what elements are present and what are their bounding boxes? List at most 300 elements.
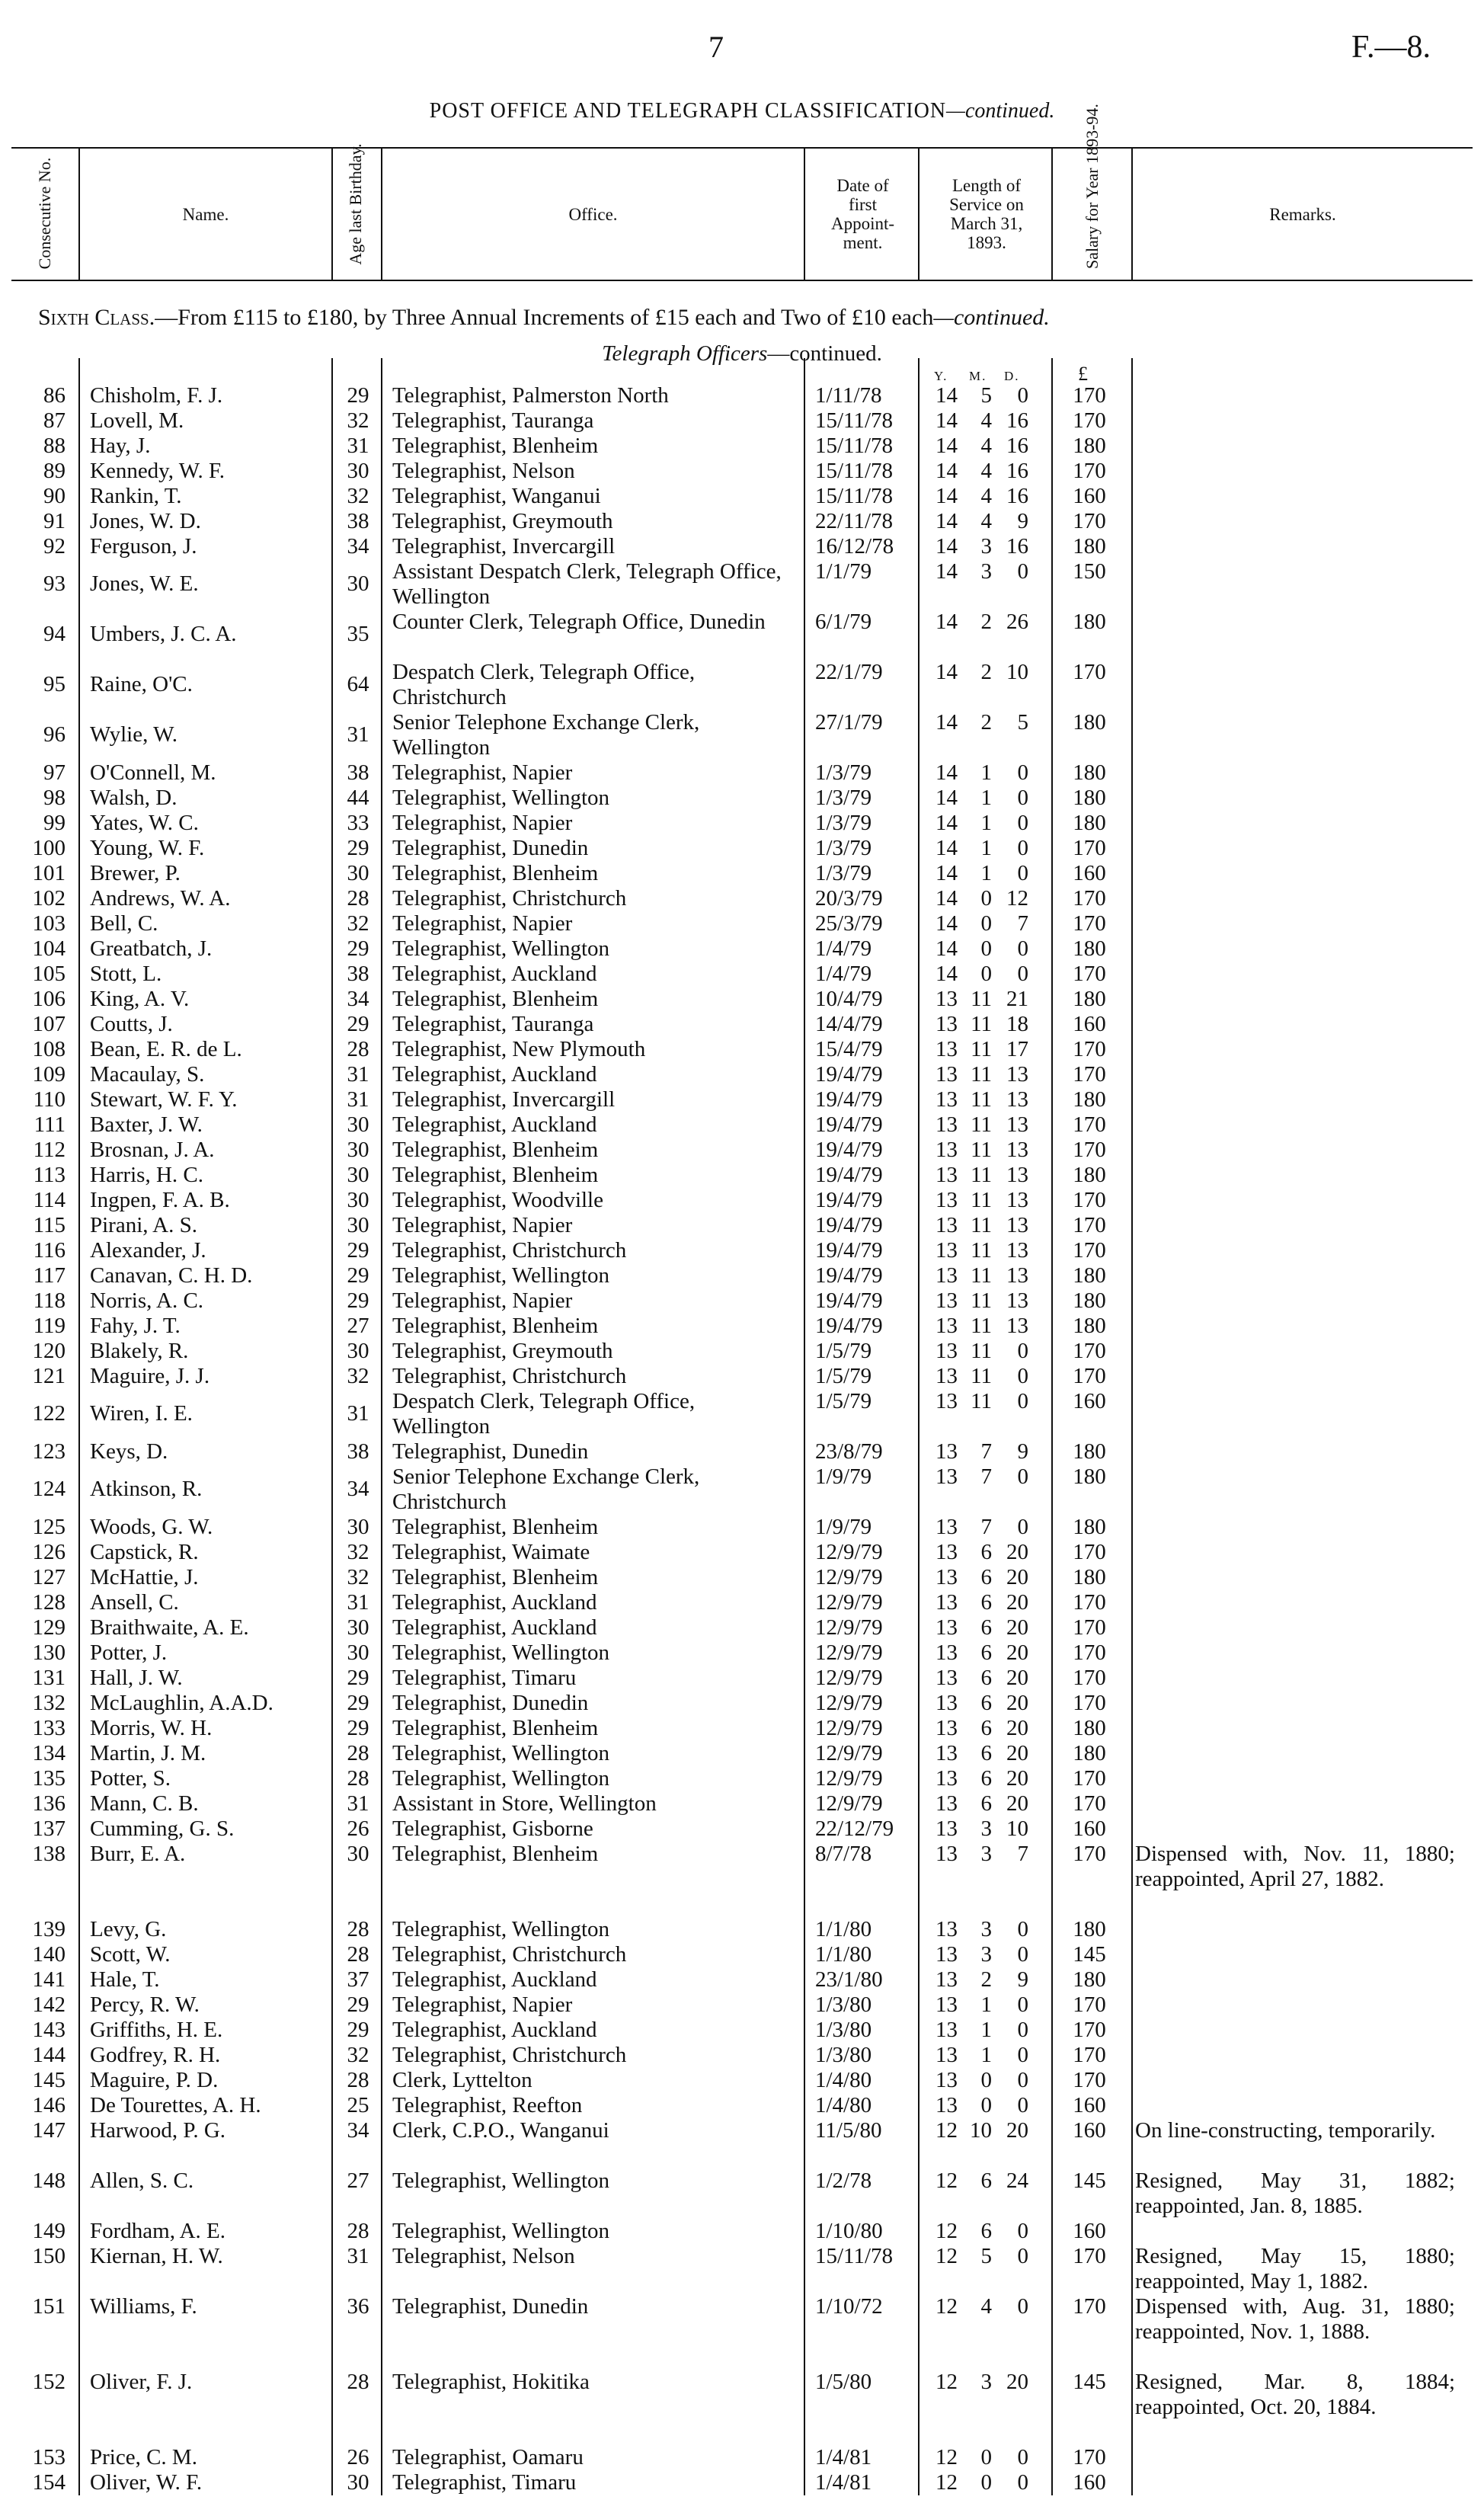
- row-office: Telegraphist, Invercargill: [392, 534, 616, 559]
- row-age: 36: [347, 2294, 369, 2319]
- row-office: Telegraphist, Christchurch: [392, 1942, 627, 1967]
- row-days: 0: [1017, 2219, 1028, 2243]
- row-number: 104: [32, 936, 66, 961]
- row-date: 1/10/72: [815, 2294, 883, 2319]
- row-office: Assistant Despatch Clerk, Telegraph Office, Wellington: [392, 559, 782, 609]
- row-number: 128: [32, 1590, 66, 1615]
- row-name: Blakely, R.: [90, 1339, 189, 1363]
- row-days: 0: [1017, 2445, 1028, 2469]
- row-number: 135: [32, 1766, 66, 1791]
- table-row: [0, 1138, 1484, 1163]
- row-months: 7: [980, 1515, 992, 1539]
- row-salary: 170: [1073, 509, 1106, 533]
- row-years: 13: [935, 1188, 958, 1212]
- table-row: [0, 710, 1484, 760]
- row-days: 0: [1017, 2068, 1028, 2092]
- row-office: Clerk, C.P.O., Wanganui: [392, 2118, 609, 2143]
- table-row: [0, 2294, 1484, 2370]
- row-number: 102: [32, 886, 66, 911]
- row-months: 11: [971, 1364, 992, 1388]
- row-months: 1: [980, 2043, 992, 2067]
- row-days: 16: [1006, 408, 1028, 433]
- row-office: Telegraphist, Dunedin: [392, 836, 589, 860]
- row-date: 19/4/79: [815, 1314, 883, 1338]
- row-name: Baxter, J. W.: [90, 1112, 203, 1137]
- row-months: 11: [971, 1163, 992, 1187]
- row-number: 114: [33, 1188, 66, 1212]
- row-years: 12: [935, 2219, 958, 2243]
- row-name: Price, C. M.: [90, 2445, 197, 2469]
- row-months: 11: [971, 1389, 992, 1413]
- row-age: 32: [347, 484, 369, 508]
- table-row: [0, 484, 1484, 509]
- row-months: 6: [980, 2219, 992, 2243]
- row-days: 20: [1006, 1640, 1028, 1665]
- row-days: 20: [1006, 1615, 1028, 1640]
- row-salary: 170: [1073, 1615, 1106, 1640]
- row-age: 28: [347, 1917, 369, 1941]
- row-months: 11: [971, 1339, 992, 1363]
- row-date: 1/3/79: [815, 811, 872, 835]
- row-days: 0: [1017, 861, 1028, 885]
- row-days: 13: [1006, 1314, 1028, 1338]
- row-months: 6: [980, 1791, 992, 1816]
- row-office: Telegraphist, Blenheim: [392, 434, 599, 458]
- row-number: 106: [32, 987, 66, 1011]
- row-number: 125: [32, 1515, 66, 1539]
- row-date: 1/4/80: [815, 2068, 872, 2092]
- row-salary: 180: [1073, 710, 1106, 735]
- row-number: 133: [32, 1716, 66, 1740]
- row-months: 7: [980, 1464, 992, 1489]
- row-days: 16: [1006, 459, 1028, 483]
- row-salary: 160: [1073, 1012, 1106, 1036]
- row-name: Griffiths, H. E.: [90, 2018, 223, 2042]
- row-number: 136: [32, 1791, 66, 1816]
- table-row: [0, 1716, 1484, 1741]
- row-months: 6: [980, 1741, 992, 1765]
- row-days: 0: [1017, 1942, 1028, 1967]
- row-date: 1/4/81: [815, 2445, 872, 2469]
- row-name: Ferguson, J.: [90, 534, 197, 559]
- row-years: 12: [935, 2118, 958, 2143]
- row-number: 93: [43, 571, 66, 596]
- row-days: 0: [1017, 836, 1028, 860]
- row-age: 31: [347, 1590, 369, 1615]
- row-salary: 180: [1073, 1967, 1106, 1992]
- row-age: 29: [347, 1666, 369, 1690]
- row-months: 6: [980, 1766, 992, 1791]
- row-date: 15/11/78: [815, 459, 894, 483]
- table-row: [0, 1640, 1484, 1666]
- row-months: 1: [980, 861, 992, 885]
- row-office: Telegraphist, Christchurch: [392, 1238, 627, 1263]
- row-days: 16: [1006, 434, 1028, 458]
- row-name: Coutts, J.: [90, 1012, 173, 1036]
- row-years: 13: [935, 1842, 958, 1866]
- row-name: McLaughlin, A.A.D.: [90, 1691, 273, 1715]
- row-years: 13: [935, 1917, 958, 1941]
- header-salary: Salary for Year 1893-94.: [1083, 104, 1102, 269]
- row-days: 24: [1006, 2169, 1028, 2193]
- row-salary: 170: [1073, 1062, 1106, 1087]
- row-office: Telegraphist, Wellington: [392, 1917, 610, 1941]
- table-row: [0, 2169, 1484, 2219]
- row-years: 13: [935, 1741, 958, 1765]
- row-remarks: Resigned, May 31, 1882; reappointed, Jan. 8, 1885.: [1135, 2169, 1455, 2218]
- row-date: 19/4/79: [815, 1163, 883, 1187]
- row-years: 14: [935, 610, 958, 634]
- row-salary: 170: [1073, 408, 1106, 433]
- row-name: Woods, G. W.: [90, 1515, 213, 1539]
- row-salary: 180: [1073, 610, 1106, 634]
- row-age: 64: [347, 672, 369, 696]
- table-row: [0, 1389, 1484, 1439]
- row-years: 14: [935, 383, 958, 408]
- row-months: 0: [980, 2445, 992, 2469]
- table-row: [0, 2470, 1484, 2495]
- row-salary: 160: [1073, 484, 1106, 508]
- table-row: [0, 1464, 1484, 1515]
- row-age: 38: [347, 1439, 369, 1464]
- row-name: Canavan, C. H. D.: [90, 1263, 253, 1288]
- row-days: 13: [1006, 1087, 1028, 1112]
- row-days: 0: [1017, 1364, 1028, 1388]
- row-salary: 170: [1073, 1590, 1106, 1615]
- row-age: 30: [347, 571, 369, 596]
- row-number: 141: [32, 1967, 66, 1992]
- row-years: 13: [935, 1666, 958, 1690]
- row-age: 30: [347, 1515, 369, 1539]
- row-office: Telegraphist, Dunedin: [392, 2294, 589, 2319]
- row-number: 99: [43, 811, 66, 835]
- row-days: 20: [1006, 1540, 1028, 1564]
- row-age: 32: [347, 408, 369, 433]
- row-date: 15/11/78: [815, 408, 894, 433]
- header-age: Age last Birthday.: [346, 143, 365, 265]
- header-name: Name.: [182, 204, 229, 224]
- row-office: Despatch Clerk, Telegraph Office, Wellington: [392, 1389, 696, 1439]
- row-number: 87: [43, 408, 66, 433]
- row-salary: 180: [1073, 1439, 1106, 1464]
- row-office: Telegraphist, Christchurch: [392, 886, 627, 911]
- row-name: King, A. V.: [90, 987, 190, 1011]
- row-years: 14: [935, 786, 958, 810]
- row-days: 9: [1017, 1967, 1028, 1992]
- row-years: 14: [935, 408, 958, 433]
- row-office: Telegraphist, Greymouth: [392, 1339, 613, 1363]
- table-row: [0, 786, 1484, 811]
- row-number: 101: [32, 861, 66, 885]
- row-age: 28: [347, 1942, 369, 1967]
- row-months: 11: [971, 1012, 992, 1036]
- row-salary: 170: [1073, 2018, 1106, 2042]
- row-years: 13: [935, 1515, 958, 1539]
- row-years: 14: [935, 911, 958, 936]
- table-row: [0, 1942, 1484, 1967]
- row-salary: 180: [1073, 1087, 1106, 1112]
- row-years: 13: [935, 2093, 958, 2117]
- row-date: 22/1/79: [815, 660, 883, 684]
- row-date: 12/9/79: [815, 1565, 883, 1589]
- row-salary: 170: [1073, 1213, 1106, 1237]
- row-name: Chisholm, F. J.: [90, 383, 223, 408]
- row-years: 13: [935, 1288, 958, 1313]
- row-date: 12/9/79: [815, 1791, 883, 1816]
- row-number: 119: [33, 1314, 66, 1338]
- row-months: 3: [980, 1942, 992, 1967]
- row-date: 12/9/79: [815, 1540, 883, 1564]
- row-number: 138: [32, 1842, 66, 1866]
- row-age: 26: [347, 1816, 369, 1841]
- table-row: [0, 1791, 1484, 1816]
- row-age: 38: [347, 962, 369, 986]
- row-number: 123: [32, 1439, 66, 1464]
- days-unit: D.: [1004, 369, 1020, 383]
- row-years: 13: [935, 1464, 958, 1489]
- table-row: [0, 660, 1484, 710]
- row-date: 22/12/79: [815, 1816, 894, 1841]
- pound-unit: £: [1078, 363, 1088, 385]
- row-salary: 170: [1073, 1842, 1106, 1866]
- row-days: 13: [1006, 1112, 1028, 1137]
- row-office: Telegraphist, Auckland: [392, 1615, 597, 1640]
- row-date: 11/5/80: [815, 2118, 882, 2143]
- row-date: 23/1/80: [815, 1967, 883, 1992]
- row-months: 6: [980, 1691, 992, 1715]
- row-office: Telegraphist, Blenheim: [392, 1314, 599, 1338]
- row-months: 3: [980, 2370, 992, 2394]
- row-years: 12: [935, 2370, 958, 2394]
- row-years: 13: [935, 1590, 958, 1615]
- row-number: 116: [33, 1238, 66, 1263]
- months-unit: M.: [969, 369, 987, 383]
- row-office: Telegraphist, Blenheim: [392, 1565, 599, 1589]
- row-number: 130: [32, 1640, 66, 1665]
- row-months: 6: [980, 1666, 992, 1690]
- row-date: 1/3/80: [815, 2043, 872, 2067]
- row-days: 5: [1017, 710, 1028, 735]
- row-years: 13: [935, 1816, 958, 1841]
- row-office: Telegraphist, Timaru: [392, 2470, 577, 2495]
- row-date: 19/4/79: [815, 1062, 883, 1087]
- row-days: 26: [1006, 610, 1028, 634]
- row-days: 20: [1006, 2370, 1028, 2394]
- table-row: [0, 509, 1484, 534]
- table-row: [0, 936, 1484, 962]
- row-days: 0: [1017, 2018, 1028, 2042]
- table-row: [0, 2118, 1484, 2169]
- row-days: 0: [1017, 1917, 1028, 1941]
- row-office: Assistant in Store, Wellington: [392, 1791, 657, 1816]
- table-row: [0, 836, 1484, 861]
- table-row: [0, 2219, 1484, 2244]
- row-number: 105: [32, 962, 66, 986]
- row-months: 6: [980, 2169, 992, 2193]
- row-salary: 170: [1073, 2294, 1106, 2319]
- row-name: Potter, J.: [90, 1640, 168, 1665]
- row-age: 34: [347, 987, 369, 1011]
- row-name: O'Connell, M.: [90, 760, 216, 785]
- row-salary: 170: [1073, 383, 1106, 408]
- row-years: 13: [935, 1439, 958, 1464]
- row-office: Telegraphist, New Plymouth: [392, 1037, 646, 1061]
- row-remarks: On line-constructing, temporarily.: [1135, 2118, 1436, 2143]
- row-years: 12: [935, 2294, 958, 2319]
- row-office: Telegraphist, Blenheim: [392, 987, 599, 1011]
- row-office: Telegraphist, Tauranga: [392, 1012, 594, 1036]
- row-salary: 170: [1073, 459, 1106, 483]
- row-age: 28: [347, 2370, 369, 2394]
- row-name: Allen, S. C.: [90, 2169, 194, 2193]
- row-years: 12: [935, 2445, 958, 2469]
- row-office: Telegraphist, Invercargill: [392, 1087, 616, 1112]
- row-months: 6: [980, 1590, 992, 1615]
- row-name: Lovell, M.: [90, 408, 184, 433]
- row-date: 1/1/80: [815, 1942, 872, 1967]
- row-office: Telegraphist, Timaru: [392, 1666, 577, 1690]
- row-name: Burr, E. A.: [90, 1842, 186, 1866]
- row-years: 14: [935, 861, 958, 885]
- row-office: Telegraphist, Blenheim: [392, 861, 599, 885]
- table-row: [0, 1666, 1484, 1691]
- row-years: 13: [935, 1112, 958, 1137]
- table-row: [0, 886, 1484, 911]
- row-salary: 170: [1073, 1666, 1106, 1690]
- row-office: Telegraphist, Wellington: [392, 2169, 610, 2193]
- row-office: Telegraphist, Napier: [392, 760, 573, 785]
- row-months: 11: [971, 1188, 992, 1212]
- row-days: 20: [1006, 1691, 1028, 1715]
- row-salary: 170: [1073, 1037, 1106, 1061]
- row-office: Telegraphist, Blenheim: [392, 1163, 599, 1187]
- row-office: Telegraphist, Wellington: [392, 786, 610, 810]
- row-salary: 170: [1073, 911, 1106, 936]
- row-months: 6: [980, 1565, 992, 1589]
- row-office: Telegraphist, Dunedin: [392, 1691, 589, 1715]
- table-row: [0, 1741, 1484, 1766]
- row-days: 20: [1006, 1791, 1028, 1816]
- row-number: 90: [43, 484, 66, 508]
- row-date: 1/10/80: [815, 2219, 883, 2243]
- row-office: Telegraphist, Blenheim: [392, 1842, 599, 1866]
- row-salary: 180: [1073, 1515, 1106, 1539]
- row-date: 1/4/79: [815, 936, 872, 961]
- row-date: 6/1/79: [815, 610, 872, 634]
- row-name: McHattie, J.: [90, 1565, 199, 1589]
- row-years: 13: [935, 1087, 958, 1112]
- row-name: Maguire, P. D.: [90, 2068, 219, 2092]
- row-office: Telegraphist, Blenheim: [392, 1515, 599, 1539]
- row-office: Telegraphist, Hokitika: [392, 2370, 590, 2394]
- row-name: Hay, J.: [90, 434, 151, 458]
- row-office: Telegraphist, Napier: [392, 911, 573, 936]
- table-row: [0, 1967, 1484, 1992]
- row-months: 2: [980, 1967, 992, 1992]
- row-name: Potter, S.: [90, 1766, 171, 1791]
- row-salary: 180: [1073, 434, 1106, 458]
- row-salary: 145: [1073, 2370, 1106, 2394]
- table-row: [0, 1540, 1484, 1565]
- table-row: [0, 2068, 1484, 2093]
- row-date: 15/11/78: [815, 434, 894, 458]
- table-row: [0, 1213, 1484, 1238]
- row-salary: 180: [1073, 1163, 1106, 1187]
- row-office: Telegraphist, Waimate: [392, 1540, 590, 1564]
- row-months: 10: [970, 2118, 992, 2143]
- row-months: 11: [971, 1213, 992, 1237]
- row-days: 0: [1017, 811, 1028, 835]
- row-months: 3: [980, 1842, 992, 1866]
- row-age: 28: [347, 2068, 369, 2092]
- row-days: 0: [1017, 1992, 1028, 2017]
- row-years: 14: [935, 484, 958, 508]
- row-months: 4: [980, 459, 992, 483]
- row-number: 95: [43, 672, 66, 696]
- row-office: Telegraphist, Wellington: [392, 1263, 610, 1288]
- row-name: Kiernan, H. W.: [90, 2244, 223, 2268]
- title-text: POST OFFICE AND TELEGRAPH CLASSIFICATION: [429, 99, 947, 123]
- row-salary: 170: [1073, 886, 1106, 911]
- row-number: 111: [34, 1112, 66, 1137]
- row-months: 11: [971, 1112, 992, 1137]
- row-salary: 160: [1073, 2470, 1106, 2495]
- row-number: 103: [32, 911, 66, 936]
- row-months: 6: [980, 1716, 992, 1740]
- row-date: 1/3/80: [815, 1992, 872, 2017]
- row-days: 16: [1006, 534, 1028, 559]
- row-age: 29: [347, 936, 369, 961]
- row-office: Telegraphist, Auckland: [392, 1112, 597, 1137]
- row-years: 13: [935, 1766, 958, 1791]
- row-number: 122: [32, 1401, 66, 1426]
- row-number: 124: [32, 1477, 66, 1501]
- row-number: 108: [32, 1037, 66, 1061]
- row-name: De Tourettes, A. H.: [90, 2093, 261, 2117]
- row-days: 21: [1006, 987, 1028, 1011]
- class-suffix: —continued.: [933, 305, 1050, 330]
- row-salary: 180: [1073, 1565, 1106, 1589]
- row-office: Telegraphist, Tauranga: [392, 408, 594, 433]
- row-months: 0: [980, 2068, 992, 2092]
- row-years: 13: [935, 2068, 958, 2092]
- table-row: [0, 383, 1484, 408]
- row-days: 20: [1006, 1590, 1028, 1615]
- row-name: Andrews, W. A.: [90, 886, 231, 911]
- row-days: 13: [1006, 1138, 1028, 1162]
- row-name: Bean, E. R. de L.: [90, 1037, 242, 1061]
- row-date: 8/7/78: [815, 1842, 872, 1866]
- row-years: 12: [935, 2470, 958, 2495]
- row-name: Fordham, A. E.: [90, 2219, 226, 2243]
- row-years: 14: [935, 962, 958, 986]
- row-number: 126: [32, 1540, 66, 1564]
- row-age: 34: [347, 1477, 369, 1501]
- row-age: 28: [347, 886, 369, 911]
- row-office: Senior Telephone Exchange Clerk, Christchurch: [392, 1464, 700, 1514]
- row-age: 30: [347, 861, 369, 885]
- row-salary: 170: [1073, 1188, 1106, 1212]
- row-days: 0: [1017, 383, 1028, 408]
- row-name: Walsh, D.: [90, 786, 178, 810]
- row-name: Umbers, J. C. A.: [90, 622, 237, 646]
- row-number: 134: [32, 1741, 66, 1765]
- table-row: [0, 1615, 1484, 1640]
- row-date: 15/11/78: [815, 2244, 894, 2268]
- row-salary: 145: [1073, 2169, 1106, 2193]
- table-row: [0, 1992, 1484, 2018]
- row-number: 110: [33, 1087, 66, 1112]
